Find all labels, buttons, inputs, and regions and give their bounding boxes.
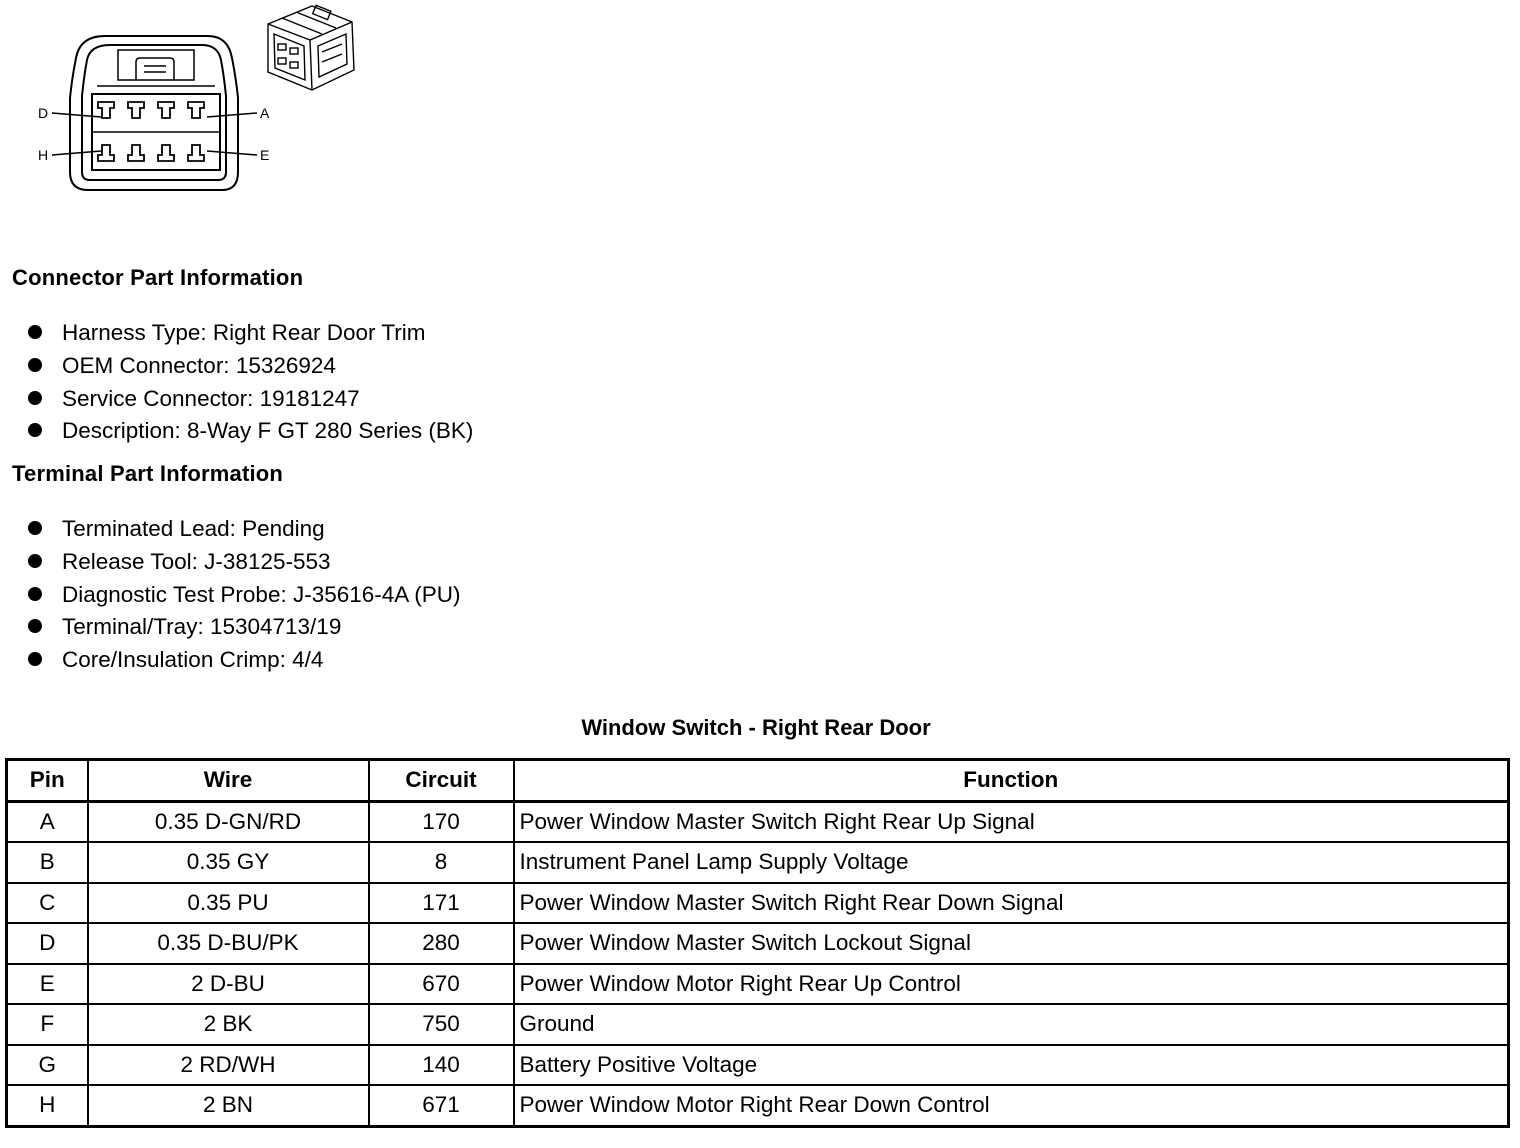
function-cell: Ground (514, 1004, 1509, 1045)
circuit-cell: 8 (369, 842, 514, 883)
bullet-icon (28, 554, 42, 568)
connector-info-item (28, 350, 473, 383)
bullet-icon (28, 423, 42, 437)
connector-info-item-text: OEM Connector: 15326924 (62, 352, 336, 378)
function-cell: Power Window Motor Right Rear Down Control (514, 1085, 1509, 1126)
connector-info-item-text: Service Connector: 19181247 (62, 385, 360, 411)
function-cell: Power Window Master Switch Lockout Signal (514, 923, 1509, 964)
connector-part-information-heading: Connector Part Information (12, 265, 304, 290)
bullet-icon (28, 619, 42, 633)
terminal-info-item-text: Diagnostic Test Probe: J-35616-4A (PU) (62, 581, 461, 607)
circuit-cell: 140 (369, 1045, 514, 1086)
circuit-cell: 280 (369, 923, 514, 964)
pin-cell: C (7, 883, 88, 924)
table-row (7, 1004, 1509, 1045)
pin-cell: D (7, 923, 88, 964)
bullet-icon (28, 521, 42, 535)
table-row (7, 1085, 1509, 1126)
circuit-cell: 171 (369, 883, 514, 924)
wire-cell: 0.35 D-GN/RD (88, 801, 369, 842)
column-header-wire: Wire (88, 760, 369, 802)
wire-cell: 2 RD/WH (88, 1045, 369, 1086)
table-row (7, 923, 1509, 964)
function-cell: Power Window Master Switch Right Rear Down Signal (514, 883, 1509, 924)
table-header-row (7, 760, 1509, 802)
table-row (7, 842, 1509, 883)
bullet-icon (28, 652, 42, 666)
terminal-info-item-text: Core/Insulation Crimp: 4/4 (62, 647, 324, 673)
connector-info-item (28, 383, 473, 416)
table-row (7, 1045, 1509, 1086)
pin-table (5, 758, 1510, 1128)
bullet-icon (28, 325, 42, 339)
connector-info-item (28, 415, 473, 448)
wire-cell: 0.35 PU (88, 883, 369, 924)
pin-cell: A (7, 801, 88, 842)
pin-cell: E (7, 964, 88, 1005)
connector-info-item (28, 317, 473, 350)
pin-cell: F (7, 1004, 88, 1045)
terminal-info-item (28, 546, 461, 579)
terminal-info-item (28, 611, 461, 644)
column-header-pin: Pin (7, 760, 88, 802)
column-header-function: Function (514, 760, 1509, 802)
connector-info-item-text: Description: 8-Way F GT 280 Series (BK) (62, 418, 474, 444)
function-cell: Power Window Master Switch Right Rear Up Signal (514, 801, 1509, 842)
terminal-info-item (28, 513, 461, 546)
connector-3d-thumbnail (268, 5, 354, 90)
connector-part-information-list (28, 317, 473, 448)
terminal-info-item-text: Terminated Lead: Pending (62, 516, 325, 541)
connector-info-item-text: Harness Type: Right Rear Door Trim (62, 320, 426, 345)
pin-label-h: H (38, 147, 49, 163)
pin-label-e: E (260, 147, 270, 163)
wire-cell: 2 D-BU (88, 964, 369, 1005)
terminal-part-information-list (28, 513, 461, 677)
table-row (7, 883, 1509, 924)
wire-cell: 2 BN (88, 1085, 369, 1126)
pin-table-body (7, 801, 1509, 1126)
circuit-cell: 170 (369, 801, 514, 842)
terminal-part-information-heading: Terminal Part Information (12, 461, 284, 486)
pin-table-title: Window Switch - Right Rear Door (581, 715, 931, 740)
column-header-circuit: Circuit (369, 760, 514, 802)
table-row (7, 801, 1509, 842)
bullet-icon (28, 358, 42, 372)
pin-cell: B (7, 842, 88, 883)
circuit-cell: 670 (369, 964, 514, 1005)
terminal-info-item (28, 579, 461, 612)
pin-cell: H (7, 1085, 88, 1126)
terminal-info-item-text: Release Tool: J-38125-553 (62, 548, 331, 574)
wire-cell: 0.35 D-BU/PK (88, 923, 369, 964)
terminal-info-item (28, 644, 461, 677)
bullet-icon (28, 587, 42, 601)
circuit-cell: 671 (369, 1085, 514, 1126)
pin-label-a: A (260, 105, 270, 121)
table-row (7, 964, 1509, 1005)
function-cell: Battery Positive Voltage (514, 1045, 1509, 1086)
wire-cell: 0.35 GY (88, 842, 369, 883)
function-cell: Power Window Motor Right Rear Up Control (514, 964, 1509, 1005)
connector-diagram (30, 0, 370, 205)
function-cell: Instrument Panel Lamp Supply Voltage (514, 842, 1509, 883)
terminal-info-item-text: Terminal/Tray: 15304713/19 (62, 614, 342, 640)
pin-label-d: D (38, 105, 49, 121)
bullet-icon (28, 391, 42, 405)
circuit-cell: 750 (369, 1004, 514, 1045)
pin-cell: G (7, 1045, 88, 1086)
wire-cell: 2 BK (88, 1004, 369, 1045)
connector-face-view (70, 36, 238, 190)
